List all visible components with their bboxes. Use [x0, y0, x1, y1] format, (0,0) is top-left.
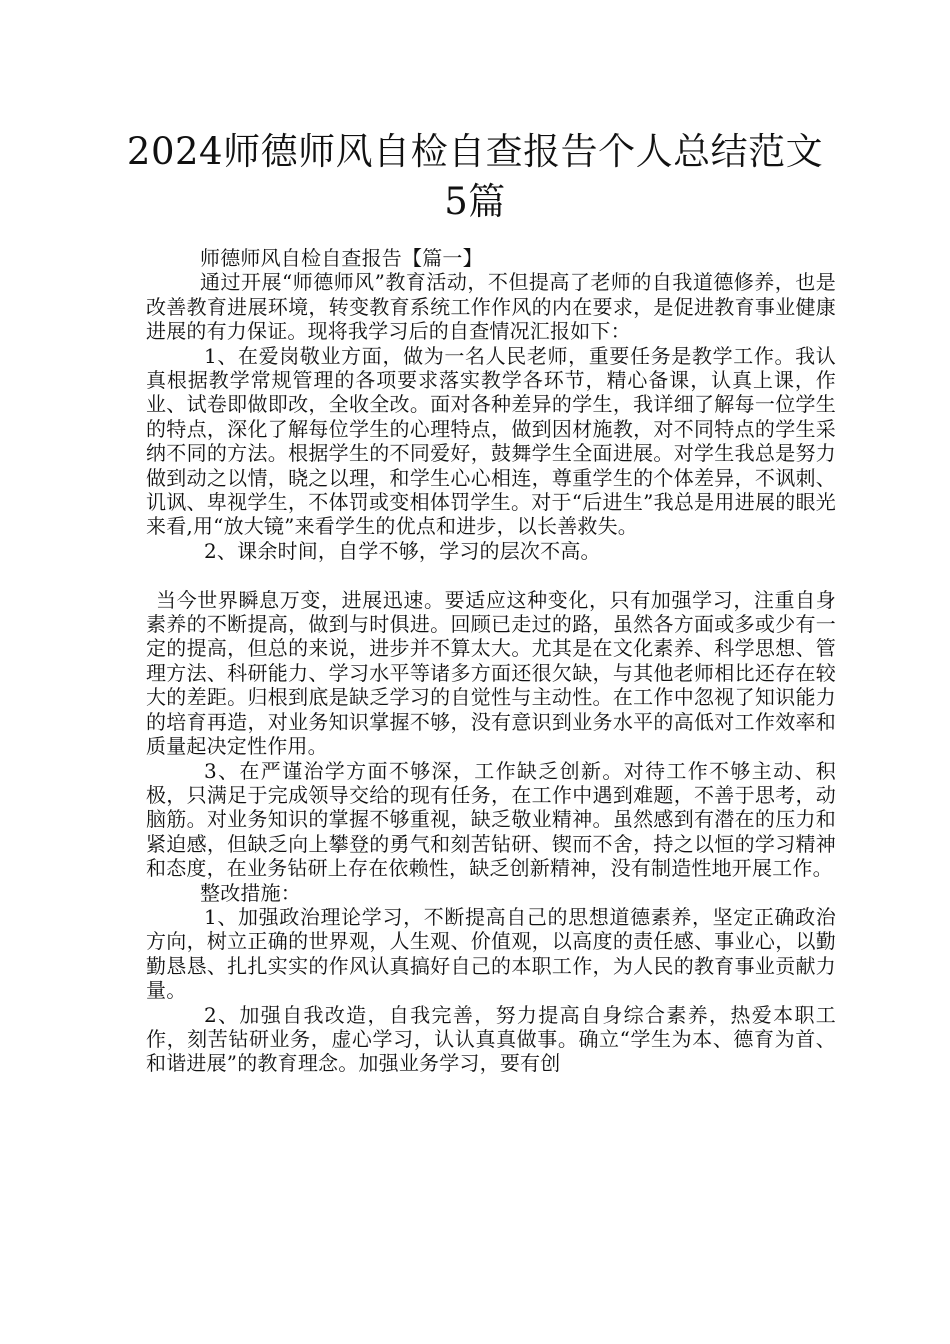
document-title-line-1: 2024师德师风自检自查报告个人总结范文	[126, 130, 824, 173]
paragraph-gap	[146, 563, 836, 587]
paragraph-learning: 当今世界瞬息万变，进展迅速。要适应这种变化，只有加强学习，注重自身素养的不断提高，做到与时俱进。回顾已走过的路，虽然各方面或多或少有一定的提高，但总的来说，进步并不算太大。尤其是在文化素养、科学思想、管理方法、科研能力、学习水平等诸多方面还很欠缺，与其他老师相比还存在较大的差距。归根到底是缺乏学习的自觉性与主动性。在工作中忽视了知识能力的培育再造，对业务知识掌握不够，没有意识到业务水平的高低对工作效率和质量起决定性作用。	[146, 587, 836, 759]
document-body	[146, 246, 836, 1076]
paragraph-measure-1: 1、加强政治理论学习，不断提高自己的思想道德素养，坚定正确政治方向，树立正确的世界观，人生观、价值观，以高度的责任感、事业心，以勤勤恳恳、扎扎实实的作风认真搞好自己的本职工作，为人民的教育事业贡献力量。	[146, 904, 836, 1003]
paragraph-item-3: 3、在严谨治学方面不够深，工作缺乏创新。对待工作不够主动、积极，只满足于完成领导交给的现有任务，在工作中遇到难题，不善于思考，动脑筋。对业务知识的掌握不够重视，缺乏敬业精神。虽然感到有潜在的压力和紧迫感，但缺乏向上攀登的勇气和刻苦钻研、锲而不舍，持之以恒的学习精神和态度，在业务钻研上存在依赖性，缺乏创新精神，没有制造性地开展工作。	[146, 758, 836, 881]
paragraph-intro: 通过开展“师德师风”教育活动，不但提高了老师的自我道德修养，也是改善教育进展环境，转变教育系统工作作风的内在要求，是促进教育事业健康进展的有力保证。现将我学习后的自查情况汇报如下：	[146, 270, 836, 344]
rectification-heading: 整改措施：	[200, 880, 301, 905]
section-heading: 师德师风自检自查报告【篇一】	[200, 246, 483, 270]
paragraph-item-2: 2、课余时间，自学不够，学习的层次不高。	[204, 538, 601, 563]
paragraph-item-1: 1、在爱岗敬业方面，做为一名人民老师，重要任务是教学工作。我认真根据教学常规管理的各项要求落实教学各环节，精心备课，认真上课，作业、试卷即做即改，全收全改。面对各种差异的学生，我详细了解每一位学生的特点，深化了解每位学生的心理特点，做到因材施教，对不同特点的学生采纳不同的方法。根据学生的不同爱好，鼓舞学生全面进展。对学生我总是努力做到动之以情，晓之以理，和学生心心相连，尊重学生的个体差异，不讽刺、讥讽、卑视学生，不体罚或变相体罚学生。对于“后进生”我总是用进展的眼光来看,用“放大镜”来看学生的优点和进步，以长善救失。	[146, 343, 836, 539]
document-title-line-2: 5篇	[444, 180, 506, 223]
paragraph-measure-2: 2、加强自我改造，自我完善，努力提高自身综合素养，热爱本职工作，刻苦钻研业务，虚心学习，认认真真做事。确立“学生为本、德育为首、和谐进展”的教育理念。加强业务学习，要有创	[146, 1002, 836, 1076]
